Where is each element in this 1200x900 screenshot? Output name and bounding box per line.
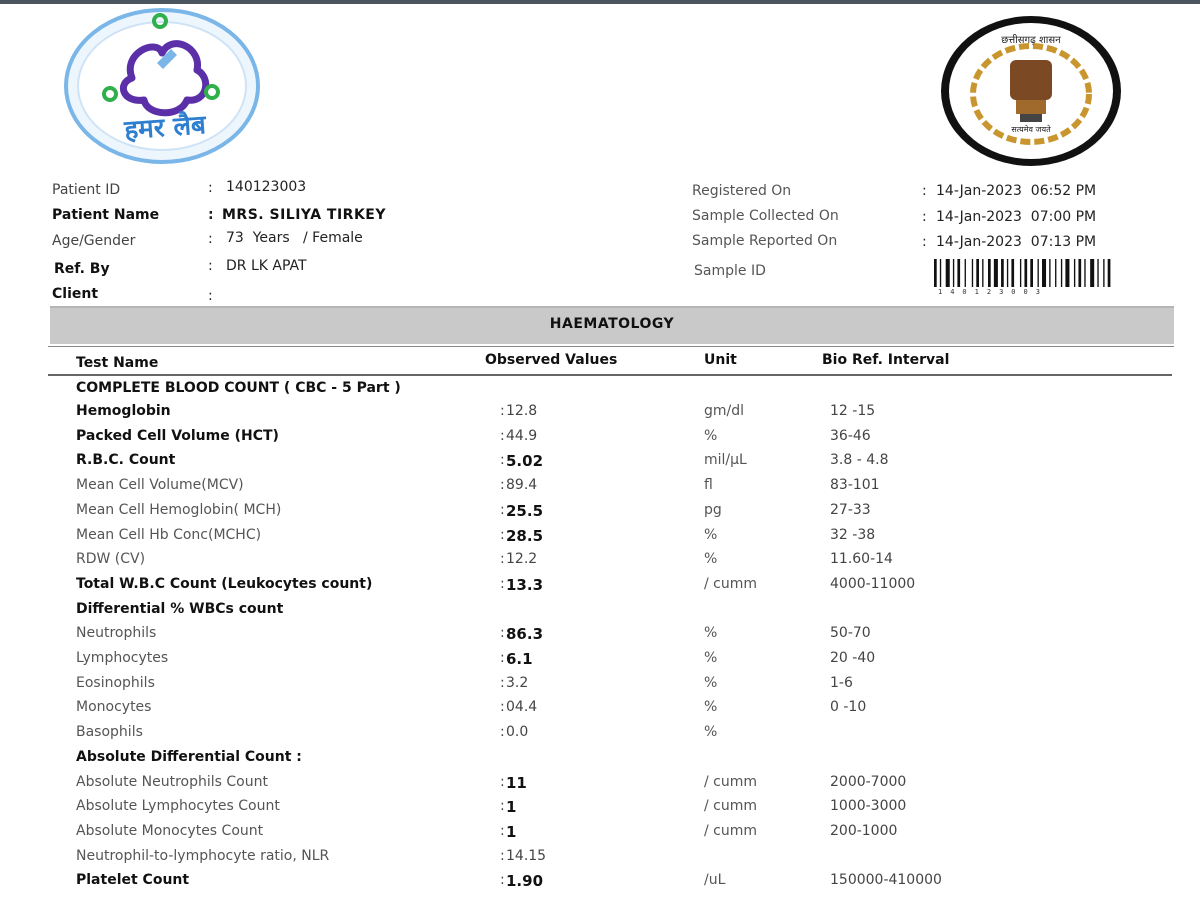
value-colon: : [500, 527, 505, 543]
observed-value: 14.15 [506, 848, 547, 864]
logo-caption: हमर लैब [123, 110, 207, 146]
sample-barcode [934, 259, 1160, 291]
colon: : [922, 234, 927, 250]
observed-value: 25.5 [506, 502, 544, 520]
bio-ref-interval: 3.8 - 4.8 [830, 452, 889, 468]
value-colon: : [500, 848, 505, 864]
value-colon: : [500, 428, 505, 444]
bio-ref-interval: 1-6 [830, 675, 853, 691]
section-header-band [50, 306, 1174, 344]
age-gender-label: Age/Gender [52, 233, 136, 249]
divider-top [48, 346, 1174, 347]
sample-collected-value: 14-Jan-2023 07:00 PM [936, 209, 1097, 225]
observed-value: 28.5 [506, 527, 544, 545]
unit: gm/dl [704, 403, 745, 419]
test-name: Monocytes [76, 699, 152, 715]
bio-ref-interval: 32 -38 [830, 527, 876, 543]
test-name: Platelet Count [76, 872, 190, 888]
unit: /uL [704, 872, 726, 888]
unit: / cumm [704, 774, 758, 790]
patient-name-label: Patient Name [52, 207, 160, 223]
colon: : [922, 209, 927, 225]
emblem-motto: सत्यमेव जयते [1011, 125, 1051, 134]
sample-reported-label: Sample Reported On [692, 233, 838, 249]
col-header-test-name: Test Name [76, 355, 159, 371]
value-colon: : [500, 699, 505, 715]
sample-reported-value: 14-Jan-2023 07:13 PM [936, 234, 1097, 250]
bio-ref-interval: 0 -10 [830, 699, 867, 715]
test-name: Basophils [76, 724, 143, 740]
patient-id-row [52, 182, 120, 198]
divider-header [48, 374, 1172, 376]
colon: : [922, 183, 927, 199]
government-emblem-seal [936, 12, 1126, 170]
colon: : [208, 207, 214, 223]
observed-value: 11 [506, 774, 527, 792]
observed-value: 04.4 [506, 699, 538, 715]
hamar-lab-logo [62, 8, 262, 168]
unit: pg [704, 502, 722, 518]
observed-value: 86.3 [506, 625, 544, 643]
value-colon: : [500, 477, 505, 493]
ref-by-value: DR LK APAT [226, 258, 307, 274]
unit: % [704, 527, 718, 543]
unit: mil/µL [704, 452, 747, 468]
test-name: Packed Cell Volume (HCT) [76, 428, 279, 444]
registered-on-value: 14-Jan-2023 06:52 PM [936, 183, 1097, 199]
test-name: Absolute Lymphocytes Count [76, 798, 280, 814]
test-name: Eosinophils [76, 675, 155, 691]
unit: % [704, 625, 718, 641]
bio-ref-interval: 83-101 [830, 477, 880, 493]
observed-value: 0.0 [506, 724, 529, 740]
colon: : [208, 258, 213, 274]
col-header-unit: Unit [704, 352, 737, 368]
colon: : [208, 231, 213, 247]
client-label: Client [52, 286, 99, 302]
value-colon: : [500, 675, 505, 691]
test-name: R.B.C. Count [76, 452, 176, 468]
value-colon: : [500, 625, 505, 641]
unit: fl [704, 477, 713, 493]
value-colon: : [500, 650, 505, 666]
observed-value: 1 [506, 823, 517, 841]
unit: % [704, 724, 718, 740]
unit: % [704, 650, 718, 666]
value-colon: : [500, 872, 505, 888]
test-name: Total W.B.C Count (Leukocytes count) [76, 576, 373, 592]
test-name: Neutrophils [76, 625, 157, 641]
patient-name-value: MRS. SILIYA TIRKEY [222, 207, 387, 223]
value-colon: : [500, 576, 505, 592]
unit: % [704, 675, 718, 691]
colon: : [208, 288, 213, 304]
col-header-observed-values: Observed Values [485, 352, 618, 368]
test-name: Hemoglobin [76, 403, 171, 419]
unit: / cumm [704, 576, 758, 592]
bio-ref-interval: 50-70 [830, 625, 871, 641]
bio-ref-interval: 1000-3000 [830, 798, 907, 814]
test-name: Absolute Differential Count : [76, 749, 302, 765]
observed-value: 13.3 [506, 576, 544, 594]
observed-value: 5.02 [506, 452, 544, 470]
emblem-caption-top: छत्तीसगढ़ शासन [1001, 35, 1061, 46]
observed-value: 44.9 [506, 428, 538, 444]
observed-value: 3.2 [506, 675, 529, 691]
group-title: COMPLETE BLOOD COUNT ( CBC - 5 Part ) [76, 380, 401, 396]
registered-on-label: Registered On [692, 183, 792, 199]
window-top-border [0, 0, 1200, 4]
bio-ref-interval: 12 -15 [830, 403, 876, 419]
test-name: Absolute Neutrophils Count [76, 774, 268, 790]
value-colon: : [500, 551, 505, 567]
observed-value: 6.1 [506, 650, 533, 668]
value-colon: : [500, 774, 505, 790]
col-header-bio-ref: Bio Ref. Interval [822, 352, 950, 368]
age-gender-value: 73 Years / Female [226, 230, 363, 246]
observed-value: 1.90 [506, 872, 544, 890]
bio-ref-interval: 150000-410000 [830, 872, 942, 888]
test-name: Absolute Monocytes Count [76, 823, 264, 839]
barcode-number: 140123003 [938, 288, 1048, 296]
unit: / cumm [704, 798, 758, 814]
section-title: HAEMATOLOGY [549, 316, 675, 332]
bio-ref-interval: 11.60-14 [830, 551, 893, 567]
value-colon: : [500, 724, 505, 740]
observed-value: 1 [506, 798, 517, 816]
value-colon: : [500, 823, 505, 839]
unit: % [704, 428, 718, 444]
test-name: Mean Cell Hb Conc(MCHC) [76, 527, 262, 543]
test-name: Neutrophil-to-lymphocyte ratio, NLR [76, 848, 330, 864]
observed-value: 12.2 [506, 551, 538, 567]
value-colon: : [500, 798, 505, 814]
colon: : [208, 180, 213, 196]
bio-ref-interval: 2000-7000 [830, 774, 907, 790]
sample-id-label: Sample ID [694, 263, 766, 279]
bio-ref-interval: 36-46 [830, 428, 871, 444]
bio-ref-interval: 20 -40 [830, 650, 876, 666]
bio-ref-interval: 27-33 [830, 502, 871, 518]
bio-ref-interval: 200-1000 [830, 823, 898, 839]
value-colon: : [500, 403, 505, 419]
patient-id-value: 140123003 [226, 179, 307, 195]
test-name: Lymphocytes [76, 650, 169, 666]
test-name: RDW (CV) [76, 551, 146, 567]
bio-ref-interval: 4000-11000 [830, 576, 916, 592]
observed-value: 89.4 [506, 477, 538, 493]
value-colon: : [500, 502, 505, 518]
test-name: Mean Cell Volume(MCV) [76, 477, 244, 493]
observed-value: 12.8 [506, 403, 538, 419]
unit: % [704, 551, 718, 567]
test-name: Mean Cell Hemoglobin( MCH) [76, 502, 282, 518]
value-colon: : [500, 452, 505, 468]
unit: % [704, 699, 718, 715]
ref-by-label: Ref. By [54, 261, 110, 277]
unit: / cumm [704, 823, 758, 839]
sample-collected-label: Sample Collected On [692, 208, 839, 224]
patient-id-label: Patient ID [52, 182, 121, 198]
test-name: Differential % WBCs count [76, 601, 284, 617]
